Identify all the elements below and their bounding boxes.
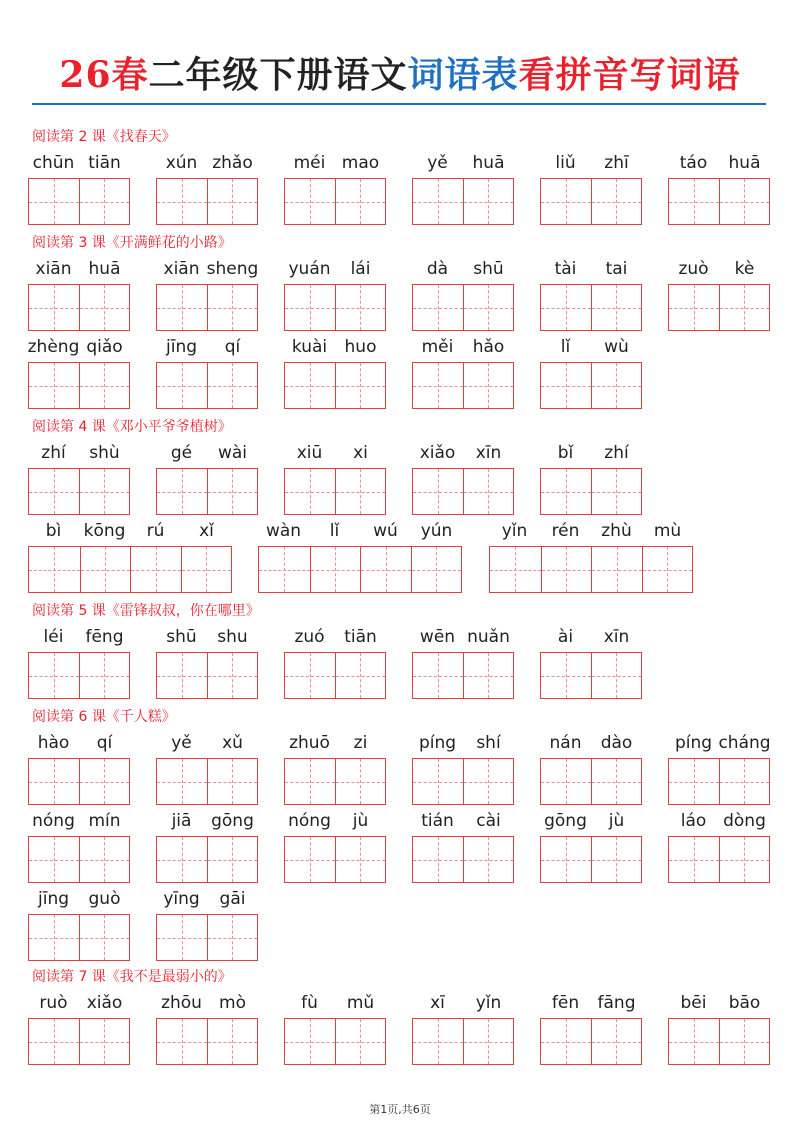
writing-cell[interactable]: [285, 837, 335, 882]
writing-cell[interactable]: [29, 179, 79, 224]
pinyin-label: gōng: [211, 811, 254, 831]
pinyin-label: píng: [418, 733, 457, 753]
writing-cell[interactable]: [719, 837, 769, 882]
writing-grid[interactable]: [489, 546, 693, 593]
writing-cell[interactable]: [591, 285, 641, 330]
title-segment: 26春: [59, 54, 149, 96]
pinyin-label: xún: [165, 153, 198, 173]
pinyin-label: zhí: [604, 443, 629, 463]
writing-cell[interactable]: [335, 179, 385, 224]
writing-cell[interactable]: [413, 469, 463, 514]
pinyin-label: shí: [476, 733, 501, 753]
pinyin-label: láo: [680, 811, 707, 831]
pinyin-label: wú: [373, 521, 398, 541]
pinyin-label: zhù: [601, 521, 632, 541]
writing-cell[interactable]: [207, 915, 257, 960]
writing-grid[interactable]: [540, 836, 642, 883]
writing-grid[interactable]: [412, 652, 514, 699]
writing-grid[interactable]: [412, 1018, 514, 1065]
pinyin-label: tai: [605, 259, 628, 279]
pinyin-label: xi: [353, 443, 368, 463]
pinyin-label: ài: [557, 627, 574, 647]
writing-cell[interactable]: [207, 1019, 257, 1064]
pinyin-label: zhèng: [27, 337, 80, 357]
pinyin-label: tiān: [344, 627, 377, 647]
pinyin-label: wēn: [419, 627, 456, 647]
lesson-heading: 阅读第 6 课《千人糕》: [32, 709, 176, 725]
writing-cell[interactable]: [207, 469, 257, 514]
writing-grid[interactable]: [156, 914, 258, 961]
writing-grid[interactable]: [540, 468, 642, 515]
pinyin-label: jīng: [165, 337, 198, 357]
pinyin-label: xiǎo: [86, 993, 123, 1013]
writing-cell[interactable]: [591, 363, 641, 408]
writing-cell[interactable]: [157, 915, 207, 960]
writing-cell[interactable]: [157, 363, 207, 408]
pinyin-label: bì: [45, 521, 62, 541]
pinyin-label: jù: [352, 811, 369, 831]
writing-cell[interactable]: [541, 179, 591, 224]
writing-cell[interactable]: [591, 469, 641, 514]
pinyin-label: tián: [421, 811, 454, 831]
writing-cell[interactable]: [79, 837, 129, 882]
pinyin-label: bāo: [728, 993, 761, 1013]
pinyin-label: rén: [551, 521, 580, 541]
writing-cell[interactable]: [79, 179, 129, 224]
pinyin-label: dòng: [723, 811, 766, 831]
writing-cell[interactable]: [719, 179, 769, 224]
writing-cell[interactable]: [463, 469, 513, 514]
writing-cell[interactable]: [335, 1019, 385, 1064]
pinyin-label: xiū: [296, 443, 323, 463]
pinyin-label: kè: [734, 259, 755, 279]
writing-cell[interactable]: [181, 547, 232, 592]
pinyin-label: yuán: [288, 259, 331, 279]
writing-cell[interactable]: [591, 1019, 641, 1064]
writing-cell[interactable]: [29, 915, 79, 960]
writing-grid[interactable]: [668, 836, 770, 883]
writing-cell[interactable]: [207, 759, 257, 804]
writing-cell[interactable]: [490, 547, 541, 592]
writing-cell[interactable]: [80, 547, 131, 592]
writing-cell[interactable]: [207, 837, 257, 882]
writing-cell[interactable]: [463, 363, 513, 408]
writing-grid[interactable]: [412, 836, 514, 883]
writing-grid[interactable]: [412, 468, 514, 515]
pinyin-label: nóng: [288, 811, 331, 831]
writing-cell[interactable]: [29, 759, 79, 804]
writing-cell[interactable]: [207, 363, 257, 408]
writing-cell[interactable]: [463, 179, 513, 224]
writing-cell[interactable]: [360, 547, 411, 592]
writing-cell[interactable]: [642, 547, 693, 592]
writing-grid[interactable]: [156, 362, 258, 409]
writing-cell[interactable]: [29, 363, 79, 408]
pinyin-label: mò: [219, 993, 246, 1013]
pinyin-label: shu: [217, 627, 248, 647]
pinyin-label: táo: [679, 153, 708, 173]
writing-cell[interactable]: [335, 363, 385, 408]
writing-grid[interactable]: [28, 468, 130, 515]
pinyin-label: nán: [549, 733, 582, 753]
writing-cell[interactable]: [285, 363, 335, 408]
writing-cell[interactable]: [157, 837, 207, 882]
writing-cell[interactable]: [285, 653, 335, 698]
writing-cell[interactable]: [335, 285, 385, 330]
pinyin-label: xiān: [35, 259, 72, 279]
lesson-heading: 阅读第 5 课《雷锋叔叔，你在哪里》: [32, 603, 260, 619]
pinyin-label: yǐn: [501, 521, 528, 541]
writing-cell[interactable]: [413, 1019, 463, 1064]
writing-cell[interactable]: [79, 915, 129, 960]
writing-cell[interactable]: [79, 285, 129, 330]
pinyin-label: gé: [170, 443, 193, 463]
writing-cell[interactable]: [29, 837, 79, 882]
pinyin-label: jīng: [37, 889, 70, 909]
pinyin-label: tiān: [88, 153, 121, 173]
title-underline: [32, 103, 766, 105]
writing-cell[interactable]: [463, 653, 513, 698]
writing-cell[interactable]: [719, 1019, 769, 1064]
pinyin-label: xī: [430, 993, 445, 1013]
writing-cell[interactable]: [157, 179, 207, 224]
writing-grid[interactable]: [412, 758, 514, 805]
writing-grid[interactable]: [540, 758, 642, 805]
writing-cell[interactable]: [669, 285, 719, 330]
writing-cell[interactable]: [285, 1019, 335, 1064]
writing-grid[interactable]: [28, 652, 130, 699]
pinyin-label: xǐ: [199, 521, 214, 541]
writing-cell[interactable]: [591, 837, 641, 882]
lesson-heading: 阅读第 7 课《我不是最弱小的》: [32, 969, 232, 985]
writing-cell[interactable]: [335, 469, 385, 514]
writing-cell[interactable]: [29, 1019, 79, 1064]
pinyin-label: hǎo: [472, 337, 505, 357]
pinyin-label: xīn: [603, 627, 630, 647]
writing-cell[interactable]: [591, 547, 642, 592]
title-segment: 看拼音写词语: [518, 54, 741, 96]
pinyin-label: shù: [89, 443, 120, 463]
writing-cell[interactable]: [79, 1019, 129, 1064]
writing-cell[interactable]: [29, 653, 79, 698]
writing-cell[interactable]: [669, 179, 719, 224]
pinyin-label: méi: [293, 153, 326, 173]
pinyin-label: sheng: [206, 259, 259, 279]
pinyin-label: dà: [426, 259, 449, 279]
writing-grid[interactable]: [258, 546, 462, 593]
writing-grid[interactable]: [284, 758, 386, 805]
writing-cell[interactable]: [130, 547, 181, 592]
pinyin-label: huā: [472, 153, 505, 173]
pinyin-label: qí: [224, 337, 241, 357]
writing-cell[interactable]: [259, 547, 310, 592]
writing-cell[interactable]: [79, 363, 129, 408]
pinyin-label: zhí: [41, 443, 66, 463]
pinyin-label: xiǎo: [419, 443, 456, 463]
writing-cell[interactable]: [463, 837, 513, 882]
writing-cell[interactable]: [310, 547, 361, 592]
writing-cell[interactable]: [719, 285, 769, 330]
writing-grid[interactable]: [28, 836, 130, 883]
writing-cell[interactable]: [285, 759, 335, 804]
pinyin-label: jù: [608, 811, 625, 831]
writing-cell[interactable]: [157, 469, 207, 514]
writing-grid[interactable]: [668, 178, 770, 225]
writing-cell[interactable]: [157, 285, 207, 330]
writing-grid[interactable]: [28, 362, 130, 409]
pinyin-label: fēn: [551, 993, 580, 1013]
pinyin-label: zhōu: [161, 993, 202, 1013]
pinyin-label: bǐ: [557, 443, 574, 463]
writing-cell[interactable]: [79, 469, 129, 514]
writing-cell[interactable]: [413, 285, 463, 330]
writing-grid[interactable]: [540, 652, 642, 699]
pinyin-label: wài: [217, 443, 248, 463]
pinyin-label: měi: [421, 337, 454, 357]
writing-grid[interactable]: [412, 362, 514, 409]
pinyin-label: xǔ: [222, 733, 243, 753]
lesson-heading: 阅读第 3 课《开满鲜花的小路》: [32, 235, 232, 251]
pinyin-label: wàn: [265, 521, 302, 541]
writing-grid[interactable]: [284, 362, 386, 409]
writing-grid[interactable]: [28, 546, 232, 593]
lesson-heading: 阅读第 2 课《找春天》: [32, 129, 176, 145]
writing-cell[interactable]: [285, 179, 335, 224]
pinyin-label: xiān: [163, 259, 200, 279]
lesson-heading: 阅读第 4 课《邓小平爷爷植树》: [32, 419, 232, 435]
writing-cell[interactable]: [541, 653, 591, 698]
pinyin-label: lǐ: [329, 521, 340, 541]
writing-grid[interactable]: [284, 468, 386, 515]
pinyin-label: mao: [341, 153, 380, 173]
writing-cell[interactable]: [413, 759, 463, 804]
writing-cell[interactable]: [157, 1019, 207, 1064]
pinyin-label: xīn: [475, 443, 502, 463]
writing-cell[interactable]: [541, 363, 591, 408]
pinyin-label: nuǎn: [467, 627, 510, 647]
writing-grid[interactable]: [28, 178, 130, 225]
writing-cell[interactable]: [719, 759, 769, 804]
writing-cell[interactable]: [157, 653, 207, 698]
pinyin-label: dào: [600, 733, 633, 753]
pinyin-label: zhuō: [289, 733, 330, 753]
pinyin-label: yún: [420, 521, 453, 541]
writing-cell[interactable]: [79, 653, 129, 698]
writing-grid[interactable]: [28, 1018, 130, 1065]
page-footer: 第1页,共6页: [369, 1103, 431, 1116]
writing-cell[interactable]: [335, 837, 385, 882]
pinyin-label: gōng: [544, 811, 587, 831]
writing-grid[interactable]: [540, 178, 642, 225]
writing-cell[interactable]: [591, 179, 641, 224]
writing-cell[interactable]: [463, 1019, 513, 1064]
pinyin-label: guò: [88, 889, 121, 909]
writing-cell[interactable]: [669, 1019, 719, 1064]
writing-cell[interactable]: [335, 759, 385, 804]
pinyin-label: fāng: [597, 993, 636, 1013]
pinyin-label: zuò: [678, 259, 709, 279]
writing-grid[interactable]: [284, 178, 386, 225]
writing-cell[interactable]: [591, 759, 641, 804]
pinyin-label: mǔ: [346, 993, 375, 1013]
writing-grid[interactable]: [540, 362, 642, 409]
page-title: [0, 50, 800, 100]
pinyin-label: fēng: [85, 627, 124, 647]
pinyin-label: nóng: [32, 811, 75, 831]
pinyin-label: huā: [728, 153, 761, 173]
writing-cell[interactable]: [413, 837, 463, 882]
pinyin-label: hào: [37, 733, 70, 753]
writing-grid[interactable]: [28, 914, 130, 961]
writing-cell[interactable]: [541, 759, 591, 804]
pinyin-label: cháng: [718, 733, 771, 753]
title-segment: 二年级下册语文: [148, 54, 408, 96]
pinyin-label: kōng: [83, 521, 126, 541]
writing-cell[interactable]: [207, 285, 257, 330]
pinyin-label: tài: [554, 259, 577, 279]
pinyin-label: píng: [674, 733, 713, 753]
writing-grid[interactable]: [284, 836, 386, 883]
pinyin-label: yě: [427, 153, 448, 173]
writing-cell[interactable]: [207, 179, 257, 224]
writing-cell[interactable]: [463, 285, 513, 330]
pinyin-label: mín: [88, 811, 121, 831]
writing-cell[interactable]: [463, 759, 513, 804]
writing-grid[interactable]: [540, 1018, 642, 1065]
writing-cell[interactable]: [285, 469, 335, 514]
pinyin-label: yě: [171, 733, 192, 753]
pinyin-label: mù: [653, 521, 682, 541]
writing-grid[interactable]: [156, 284, 258, 331]
writing-cell[interactable]: [541, 837, 591, 882]
writing-grid[interactable]: [284, 284, 386, 331]
writing-cell[interactable]: [207, 653, 257, 698]
pinyin-label: zi: [353, 733, 368, 753]
writing-grid[interactable]: [668, 1018, 770, 1065]
pinyin-label: rú: [146, 521, 165, 541]
pinyin-label: chūn: [32, 153, 75, 173]
writing-grid[interactable]: [156, 1018, 258, 1065]
pinyin-label: jiā: [171, 811, 192, 831]
writing-cell[interactable]: [29, 285, 79, 330]
pinyin-label: qiǎo: [86, 337, 123, 357]
pinyin-label: lái: [350, 259, 371, 279]
pinyin-label: wù: [604, 337, 629, 357]
writing-grid[interactable]: [284, 1018, 386, 1065]
writing-cell[interactable]: [591, 653, 641, 698]
pinyin-label: ruò: [39, 993, 68, 1013]
writing-grid[interactable]: [668, 284, 770, 331]
pinyin-label: zuó: [294, 627, 325, 647]
writing-cell[interactable]: [29, 547, 80, 592]
pinyin-label: yǐn: [475, 993, 502, 1013]
pinyin-label: yīng: [163, 889, 200, 909]
pinyin-label: fù: [301, 993, 318, 1013]
pinyin-label: zhǎo: [212, 153, 253, 173]
writing-cell[interactable]: [669, 837, 719, 882]
writing-grid[interactable]: [156, 178, 258, 225]
writing-cell[interactable]: [413, 653, 463, 698]
writing-cell[interactable]: [79, 759, 129, 804]
writing-cell[interactable]: [285, 285, 335, 330]
writing-cell[interactable]: [669, 759, 719, 804]
pinyin-label: huā: [88, 259, 121, 279]
pinyin-label: léi: [43, 627, 64, 647]
pinyin-label: liǔ: [555, 153, 576, 173]
pinyin-label: gāi: [219, 889, 246, 909]
pinyin-label: cài: [476, 811, 501, 831]
pinyin-label: lǐ: [560, 337, 571, 357]
writing-cell[interactable]: [411, 547, 462, 592]
pinyin-label: qí: [96, 733, 113, 753]
writing-grid[interactable]: [28, 284, 130, 331]
writing-grid[interactable]: [668, 758, 770, 805]
writing-grid[interactable]: [156, 652, 258, 699]
writing-grid[interactable]: [156, 836, 258, 883]
writing-grid[interactable]: [540, 284, 642, 331]
writing-cell[interactable]: [541, 469, 591, 514]
title-segment: 词语表: [407, 54, 519, 96]
writing-cell[interactable]: [541, 547, 592, 592]
writing-grid[interactable]: [284, 652, 386, 699]
writing-cell[interactable]: [541, 285, 591, 330]
writing-grid[interactable]: [28, 758, 130, 805]
pinyin-label: kuài: [291, 337, 328, 357]
writing-cell[interactable]: [335, 653, 385, 698]
pinyin-label: zhī: [604, 153, 629, 173]
writing-cell[interactable]: [157, 759, 207, 804]
writing-grid[interactable]: [156, 758, 258, 805]
writing-cell[interactable]: [413, 179, 463, 224]
writing-cell[interactable]: [413, 363, 463, 408]
pinyin-label: shū: [473, 259, 504, 279]
writing-grid[interactable]: [412, 284, 514, 331]
writing-cell[interactable]: [29, 469, 79, 514]
writing-grid[interactable]: [156, 468, 258, 515]
writing-grid[interactable]: [412, 178, 514, 225]
writing-cell[interactable]: [541, 1019, 591, 1064]
pinyin-label: bēi: [680, 993, 707, 1013]
pinyin-label: shū: [166, 627, 197, 647]
pinyin-label: huo: [344, 337, 377, 357]
